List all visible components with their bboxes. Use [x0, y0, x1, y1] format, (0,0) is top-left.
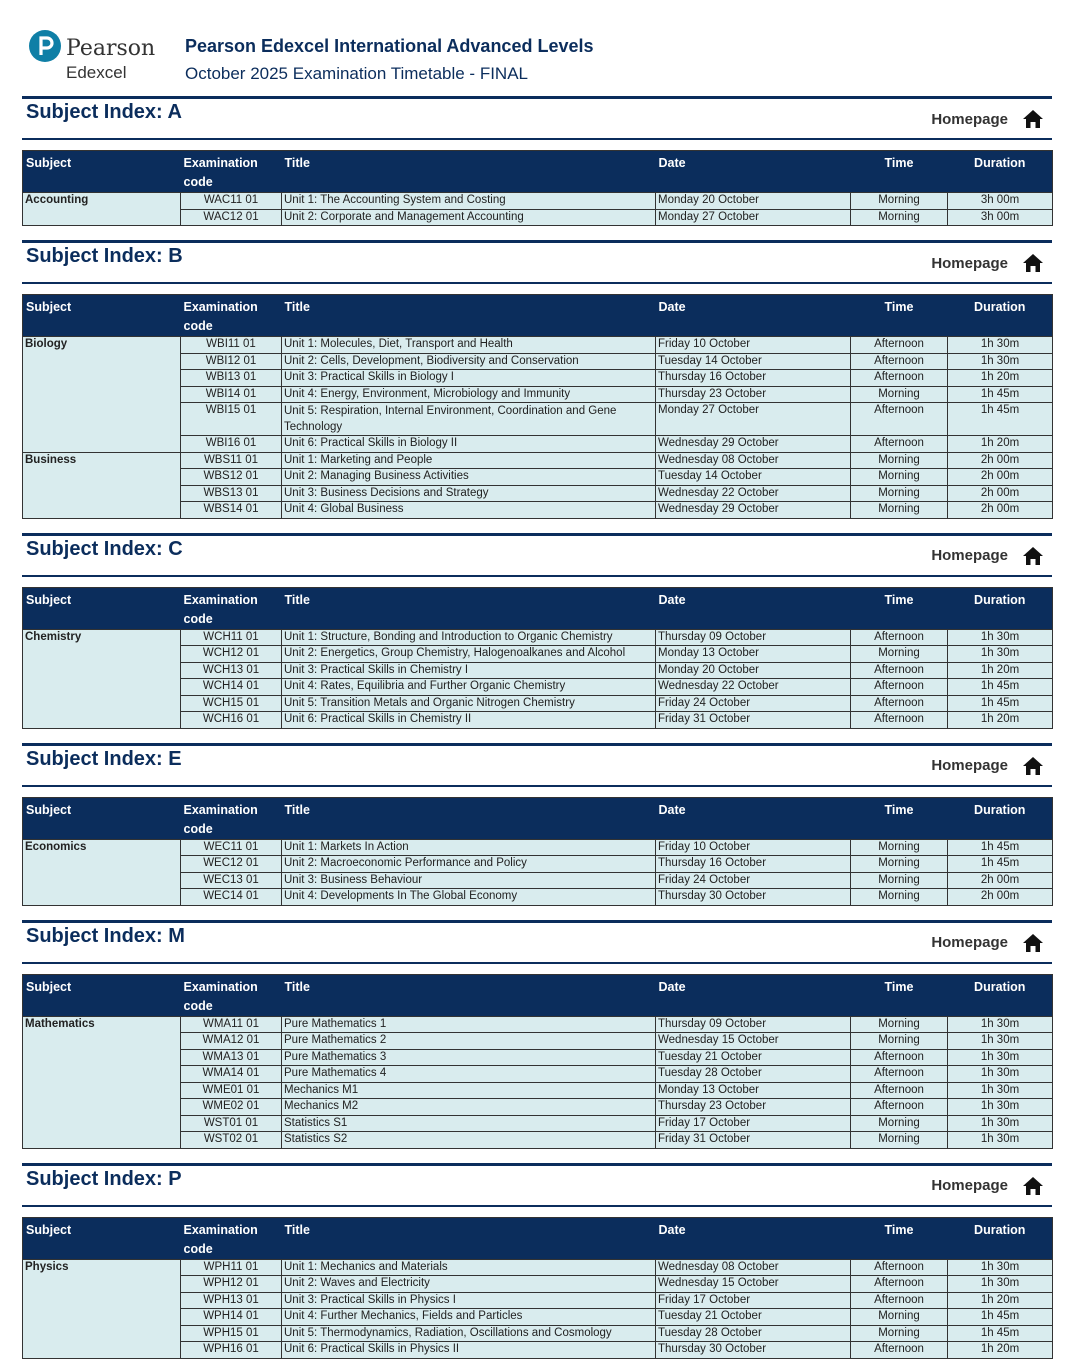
exam-code-cell: WCH13 01 [181, 662, 282, 679]
col-exam-code-header [181, 797, 282, 839]
pearson-logo-icon [29, 30, 61, 62]
time-cell: Afternoon [851, 629, 948, 646]
col-date-header: Date [656, 587, 851, 629]
subject-name-cell: Business [23, 452, 181, 518]
date-cell: Friday 24 October [656, 695, 851, 712]
duration-cell: 1h 30m [948, 1033, 1053, 1050]
exam-code-cell: WBI14 01 [181, 386, 282, 403]
title-cell: Unit 4: Developments In The Global Economy [282, 889, 656, 906]
title-cell: Unit 5: Respiration, Internal Environment, Coordination and Gene Technology [282, 403, 656, 436]
duration-cell: 1h 30m [948, 646, 1053, 663]
title-cell: Unit 3: Business Decisions and Strategy [282, 485, 656, 502]
subject-index-section [22, 743, 1052, 906]
exam-code-cell: WME01 01 [181, 1082, 282, 1099]
table-header-row [23, 151, 1053, 193]
document-subtitle: October 2025 Examination Timetable - FINAL [185, 64, 528, 83]
title-cell: Unit 5: Thermodynamics, Radiation, Oscillations and Cosmology [282, 1325, 656, 1342]
subject-index-bar [22, 240, 1052, 284]
time-cell: Afternoon [851, 353, 948, 370]
document-title: Pearson Edexcel International Advanced Levels [185, 36, 594, 56]
table-header-row [23, 587, 1053, 629]
subject-index-section [22, 533, 1052, 729]
time-cell: Afternoon [851, 1082, 948, 1099]
subject-index-section [22, 96, 1052, 226]
duration-cell: 1h 30m [948, 1049, 1053, 1066]
time-cell: Afternoon [851, 436, 948, 453]
exam-code-cell: WAC11 01 [181, 193, 282, 210]
subject-index-title: Subject Index: P [26, 1167, 182, 1190]
date-cell: Friday 24 October [656, 872, 851, 889]
time-cell: Afternoon [851, 695, 948, 712]
exam-code-cell: WBI15 01 [181, 403, 282, 436]
date-cell: Thursday 16 October [656, 370, 851, 387]
title-cell: Unit 6: Practical Skills in Physics II [282, 1342, 656, 1359]
exam-code-cell: WST01 01 [181, 1115, 282, 1132]
home-icon [1022, 253, 1044, 273]
exam-code-cell: WPH12 01 [181, 1276, 282, 1293]
date-cell: Thursday 23 October [656, 1099, 851, 1116]
subject-name-cell: Mathematics [23, 1016, 181, 1148]
col-time-header: Time [851, 797, 948, 839]
time-cell: Morning [851, 1132, 948, 1149]
subject-name-cell: Physics [23, 1259, 181, 1358]
exam-code-cell: WPH16 01 [181, 1342, 282, 1359]
title-cell: Unit 2: Macroeconomic Performance and Policy [282, 856, 656, 873]
time-cell: Morning [851, 872, 948, 889]
title-cell: Unit 2: Cells, Development, Biodiversity and Conservation [282, 353, 656, 370]
col-duration-header: Duration [948, 974, 1053, 1016]
duration-cell: 1h 20m [948, 436, 1053, 453]
time-cell: Morning [851, 1016, 948, 1033]
exam-code-header-line2: code [183, 175, 213, 189]
col-title-header: Title [282, 797, 656, 839]
exam-code-header-line1: Examination [183, 592, 258, 607]
subject-name-cell: Accounting [23, 193, 181, 226]
col-exam-code-header [181, 974, 282, 1016]
title-cell: Unit 3: Business Behaviour [282, 872, 656, 889]
time-cell: Afternoon [851, 403, 948, 436]
col-exam-code-header [181, 1217, 282, 1259]
time-cell: Morning [851, 452, 948, 469]
subject-index-bar [22, 1163, 1052, 1207]
col-time-header: Time [851, 974, 948, 1016]
table-header-row [23, 295, 1053, 337]
subject-index-section [22, 240, 1052, 519]
duration-cell: 1h 30m [948, 353, 1053, 370]
date-cell: Tuesday 14 October [656, 353, 851, 370]
date-cell: Wednesday 29 October [656, 436, 851, 453]
date-cell: Wednesday 08 October [656, 452, 851, 469]
title-cell: Unit 2: Waves and Electricity [282, 1276, 656, 1293]
col-date-header: Date [656, 1217, 851, 1259]
duration-cell: 1h 30m [948, 1082, 1053, 1099]
col-time-header: Time [851, 1217, 948, 1259]
exam-code-cell: WEC11 01 [181, 839, 282, 856]
col-title-header: Title [282, 295, 656, 337]
duration-cell: 1h 30m [948, 1132, 1053, 1149]
duration-cell: 1h 45m [948, 1309, 1053, 1326]
title-cell: Unit 4: Further Mechanics, Fields and Particles [282, 1309, 656, 1326]
exam-code-cell: WEC14 01 [181, 889, 282, 906]
exam-code-cell: WCH16 01 [181, 712, 282, 729]
home-icon [1022, 109, 1044, 129]
title-cell: Unit 6: Practical Skills in Chemistry II [282, 712, 656, 729]
col-subject-header: Subject [23, 1217, 181, 1259]
subject-index-bar [22, 533, 1052, 577]
time-cell: Afternoon [851, 1099, 948, 1116]
time-cell: Afternoon [851, 679, 948, 696]
date-cell: Tuesday 21 October [656, 1309, 851, 1326]
table-row [23, 1016, 1053, 1033]
duration-cell: 1h 45m [948, 403, 1053, 436]
duration-cell: 1h 45m [948, 856, 1053, 873]
col-time-header: Time [851, 587, 948, 629]
col-time-header: Time [851, 151, 948, 193]
date-cell: Wednesday 22 October [656, 485, 851, 502]
exam-code-header-line1: Examination [183, 300, 258, 314]
exam-code-cell: WEC12 01 [181, 856, 282, 873]
title-cell: Unit 1: The Accounting System and Costing [282, 193, 656, 210]
title-cell: Pure Mathematics 1 [282, 1016, 656, 1033]
table-row [23, 452, 1053, 469]
duration-cell: 1h 20m [948, 662, 1053, 679]
duration-cell: 1h 45m [948, 386, 1053, 403]
title-cell: Unit 3: Practical Skills in Physics I [282, 1292, 656, 1309]
duration-cell: 2h 00m [948, 502, 1053, 519]
exam-code-cell: WBS11 01 [181, 452, 282, 469]
exam-code-cell: WME02 01 [181, 1099, 282, 1116]
homepage-label: Homepage [931, 1177, 1008, 1194]
title-cell: Unit 4: Rates, Equilibria and Further Organic Chemistry [282, 679, 656, 696]
title-cell: Unit 2: Energetics, Group Chemistry, Halogenoalkanes and Alcohol [282, 646, 656, 663]
subject-index-bar [22, 96, 1052, 140]
exam-code-header-line1: Examination [183, 1222, 258, 1237]
col-title-header: Title [282, 151, 656, 193]
duration-cell: 1h 45m [948, 839, 1053, 856]
subject-name-cell: Chemistry [23, 629, 181, 728]
time-cell: Morning [851, 1309, 948, 1326]
col-date-header: Date [656, 974, 851, 1016]
table-row [23, 337, 1053, 354]
col-title-header: Title [282, 587, 656, 629]
col-duration-header: Duration [948, 587, 1053, 629]
subject-index-bar [22, 743, 1052, 787]
date-cell: Friday 31 October [656, 1132, 851, 1149]
col-date-header: Date [656, 151, 851, 193]
title-cell: Unit 5: Transition Metals and Organic Nitrogen Chemistry [282, 695, 656, 712]
exam-code-cell: WMA12 01 [181, 1033, 282, 1050]
date-cell: Tuesday 14 October [656, 469, 851, 486]
timetable-sections [22, 96, 1052, 1359]
homepage-link[interactable] [931, 1173, 1044, 1199]
title-cell: Pure Mathematics 4 [282, 1066, 656, 1083]
time-cell: Afternoon [851, 1259, 948, 1276]
exam-code-header-line1: Examination [183, 979, 258, 994]
col-duration-header: Duration [948, 797, 1053, 839]
exam-code-cell: WPH14 01 [181, 1309, 282, 1326]
title-cell: Unit 3: Practical Skills in Biology I [282, 370, 656, 387]
date-cell: Wednesday 22 October [656, 679, 851, 696]
time-cell: Afternoon [851, 1292, 948, 1309]
col-subject-header: Subject [23, 974, 181, 1016]
table-row [23, 629, 1053, 646]
date-cell: Monday 20 October [656, 662, 851, 679]
title-cell: Unit 1: Marketing and People [282, 452, 656, 469]
timetable-table [22, 797, 1053, 906]
subject-index-title: Subject Index: M [26, 924, 185, 947]
time-cell: Afternoon [851, 712, 948, 729]
title-cell: Unit 6: Practical Skills in Biology II [282, 436, 656, 453]
time-cell: Morning [851, 209, 948, 226]
page-header [0, 0, 1080, 96]
title-cell: Statistics S2 [282, 1132, 656, 1149]
subject-index-title: Subject Index: A [26, 101, 182, 123]
table-header-row [23, 974, 1053, 1016]
duration-cell: 1h 20m [948, 712, 1053, 729]
title-cell: Unit 1: Markets In Action [282, 839, 656, 856]
time-cell: Morning [851, 856, 948, 873]
duration-cell: 1h 30m [948, 1276, 1053, 1293]
date-cell: Tuesday 28 October [656, 1066, 851, 1083]
col-title-header: Title [282, 1217, 656, 1259]
title-cell: Pure Mathematics 3 [282, 1049, 656, 1066]
exam-code-cell: WCH15 01 [181, 695, 282, 712]
col-exam-code-header [181, 587, 282, 629]
time-cell: Morning [851, 1115, 948, 1132]
date-cell: Thursday 16 October [656, 856, 851, 873]
homepage-link[interactable] [931, 930, 1044, 956]
table-header-row [23, 1217, 1053, 1259]
homepage-label: Homepage [931, 547, 1008, 564]
subject-name-cell: Biology [23, 337, 181, 453]
date-cell: Tuesday 28 October [656, 1325, 851, 1342]
date-cell: Friday 17 October [656, 1115, 851, 1132]
timetable-table [22, 1217, 1053, 1359]
duration-cell: 1h 20m [948, 370, 1053, 387]
duration-cell: 2h 00m [948, 452, 1053, 469]
col-subject-header: Subject [23, 797, 181, 839]
date-cell: Wednesday 15 October [656, 1276, 851, 1293]
exam-code-cell: WBI12 01 [181, 353, 282, 370]
exam-code-cell: WBI13 01 [181, 370, 282, 387]
date-cell: Thursday 30 October [656, 889, 851, 906]
exam-code-cell: WST02 01 [181, 1132, 282, 1149]
table-header-row [23, 797, 1053, 839]
homepage-link[interactable] [931, 106, 1044, 132]
subject-index-title: Subject Index: C [26, 537, 183, 560]
time-cell: Morning [851, 386, 948, 403]
col-date-header: Date [656, 295, 851, 337]
col-exam-code-header [181, 151, 282, 193]
homepage-link[interactable] [931, 753, 1044, 779]
col-duration-header: Duration [948, 151, 1053, 193]
duration-cell: 1h 30m [948, 1016, 1053, 1033]
time-cell: Afternoon [851, 1049, 948, 1066]
col-subject-header: Subject [23, 587, 181, 629]
title-cell: Unit 1: Structure, Bonding and Introduction to Organic Chemistry [282, 629, 656, 646]
date-cell: Monday 13 October [656, 1082, 851, 1099]
subject-index-bar [22, 920, 1052, 964]
timetable-table [22, 150, 1053, 226]
col-title-header: Title [282, 974, 656, 1016]
duration-cell: 1h 30m [948, 629, 1053, 646]
date-cell: Friday 10 October [656, 839, 851, 856]
duration-cell: 1h 30m [948, 1099, 1053, 1116]
title-cell: Unit 1: Molecules, Diet, Transport and Health [282, 337, 656, 354]
date-cell: Monday 27 October [656, 209, 851, 226]
duration-cell: 2h 00m [948, 872, 1053, 889]
exam-code-cell: WMA14 01 [181, 1066, 282, 1083]
home-icon [1022, 1176, 1044, 1196]
home-icon [1022, 546, 1044, 566]
subject-name-cell: Economics [23, 839, 181, 905]
date-cell: Thursday 30 October [656, 1342, 851, 1359]
title-cell: Pure Mathematics 2 [282, 1033, 656, 1050]
exam-code-header-line1: Examination [183, 156, 258, 170]
time-cell: Morning [851, 1325, 948, 1342]
exam-code-header-line2: code [183, 998, 213, 1013]
exam-code-cell: WCH14 01 [181, 679, 282, 696]
exam-code-cell: WAC12 01 [181, 209, 282, 226]
exam-code-cell: WPH15 01 [181, 1325, 282, 1342]
date-cell: Monday 27 October [656, 403, 851, 436]
date-cell: Thursday 09 October [656, 629, 851, 646]
title-cell: Unit 2: Corporate and Management Accounting [282, 209, 656, 226]
homepage-link[interactable] [931, 543, 1044, 569]
title-cell: Unit 3: Practical Skills in Chemistry I [282, 662, 656, 679]
title-cell: Unit 1: Mechanics and Materials [282, 1259, 656, 1276]
table-row [23, 1259, 1053, 1276]
duration-cell: 1h 45m [948, 695, 1053, 712]
exam-code-cell: WBS14 01 [181, 502, 282, 519]
exam-code-cell: WPH11 01 [181, 1259, 282, 1276]
exam-code-cell: WPH13 01 [181, 1292, 282, 1309]
time-cell: Morning [851, 193, 948, 210]
duration-cell: 1h 45m [948, 1325, 1053, 1342]
date-cell: Friday 17 October [656, 1292, 851, 1309]
duration-cell: 1h 20m [948, 1292, 1053, 1309]
time-cell: Afternoon [851, 1066, 948, 1083]
title-cell: Mechanics M1 [282, 1082, 656, 1099]
col-subject-header: Subject [23, 151, 181, 193]
col-exam-code-header [181, 295, 282, 337]
subject-index-title: Subject Index: E [26, 747, 182, 770]
timetable-table [22, 587, 1053, 729]
time-cell: Afternoon [851, 1342, 948, 1359]
duration-cell: 1h 20m [948, 1342, 1053, 1359]
subject-index-section [22, 1163, 1052, 1359]
date-cell: Wednesday 29 October [656, 502, 851, 519]
col-duration-header: Duration [948, 295, 1053, 337]
exam-code-cell: WCH12 01 [181, 646, 282, 663]
time-cell: Morning [851, 839, 948, 856]
homepage-link[interactable] [931, 250, 1044, 276]
timetable-table [22, 294, 1053, 519]
exam-code-cell: WMA11 01 [181, 1016, 282, 1033]
title-cell: Unit 4: Energy, Environment, Microbiology and Immunity [282, 386, 656, 403]
logo-wordmark-edexcel: Edexcel [66, 63, 127, 82]
timetable-table [22, 974, 1053, 1149]
date-cell: Thursday 09 October [656, 1016, 851, 1033]
homepage-label: Homepage [931, 757, 1008, 774]
exam-code-cell: WCH11 01 [181, 629, 282, 646]
home-icon [1022, 933, 1044, 953]
duration-cell: 3h 00m [948, 193, 1053, 210]
homepage-label: Homepage [931, 110, 1008, 128]
duration-cell: 1h 30m [948, 337, 1053, 354]
duration-cell: 1h 30m [948, 1115, 1053, 1132]
homepage-label: Homepage [931, 934, 1008, 951]
exam-code-cell: WMA13 01 [181, 1049, 282, 1066]
exam-code-cell: WBI11 01 [181, 337, 282, 354]
duration-cell: 1h 45m [948, 679, 1053, 696]
time-cell: Morning [851, 502, 948, 519]
date-cell: Wednesday 08 October [656, 1259, 851, 1276]
time-cell: Afternoon [851, 370, 948, 387]
date-cell: Monday 13 October [656, 646, 851, 663]
exam-code-header-line1: Examination [183, 802, 258, 817]
exam-code-cell: WBS12 01 [181, 469, 282, 486]
subject-index-section [22, 920, 1052, 1149]
exam-code-header-line2: code [183, 821, 213, 836]
title-cell: Unit 4: Global Business [282, 502, 656, 519]
exam-code-header-line2: code [183, 1241, 213, 1256]
time-cell: Morning [851, 469, 948, 486]
col-time-header: Time [851, 295, 948, 337]
time-cell: Morning [851, 889, 948, 906]
date-cell: Wednesday 15 October [656, 1033, 851, 1050]
logo-wordmark-pearson: Pearson [66, 36, 156, 61]
time-cell: Afternoon [851, 1276, 948, 1293]
date-cell: Friday 10 October [656, 337, 851, 354]
home-icon [1022, 756, 1044, 776]
duration-cell: 2h 00m [948, 889, 1053, 906]
time-cell: Morning [851, 485, 948, 502]
duration-cell: 2h 00m [948, 485, 1053, 502]
exam-code-header-line2: code [183, 319, 213, 333]
title-cell: Unit 2: Managing Business Activities [282, 469, 656, 486]
exam-code-cell: WBS13 01 [181, 485, 282, 502]
col-duration-header: Duration [948, 1217, 1053, 1259]
subject-index-title: Subject Index: B [26, 245, 183, 267]
duration-cell: 1h 30m [948, 1259, 1053, 1276]
date-cell: Thursday 23 October [656, 386, 851, 403]
duration-cell: 1h 30m [948, 1066, 1053, 1083]
table-row [23, 839, 1053, 856]
col-subject-header: Subject [23, 295, 181, 337]
duration-cell: 2h 00m [948, 469, 1053, 486]
exam-code-header-line2: code [183, 611, 213, 626]
table-row [23, 193, 1053, 210]
exam-code-cell: WBI16 01 [181, 436, 282, 453]
time-cell: Morning [851, 646, 948, 663]
time-cell: Afternoon [851, 662, 948, 679]
col-date-header: Date [656, 797, 851, 839]
exam-code-cell: WEC13 01 [181, 872, 282, 889]
date-cell: Friday 31 October [656, 712, 851, 729]
title-cell: Mechanics M2 [282, 1099, 656, 1116]
homepage-label: Homepage [931, 254, 1008, 272]
time-cell: Afternoon [851, 337, 948, 354]
duration-cell: 3h 00m [948, 209, 1053, 226]
date-cell: Monday 20 October [656, 193, 851, 210]
date-cell: Tuesday 21 October [656, 1049, 851, 1066]
time-cell: Morning [851, 1033, 948, 1050]
title-cell: Statistics S1 [282, 1115, 656, 1132]
